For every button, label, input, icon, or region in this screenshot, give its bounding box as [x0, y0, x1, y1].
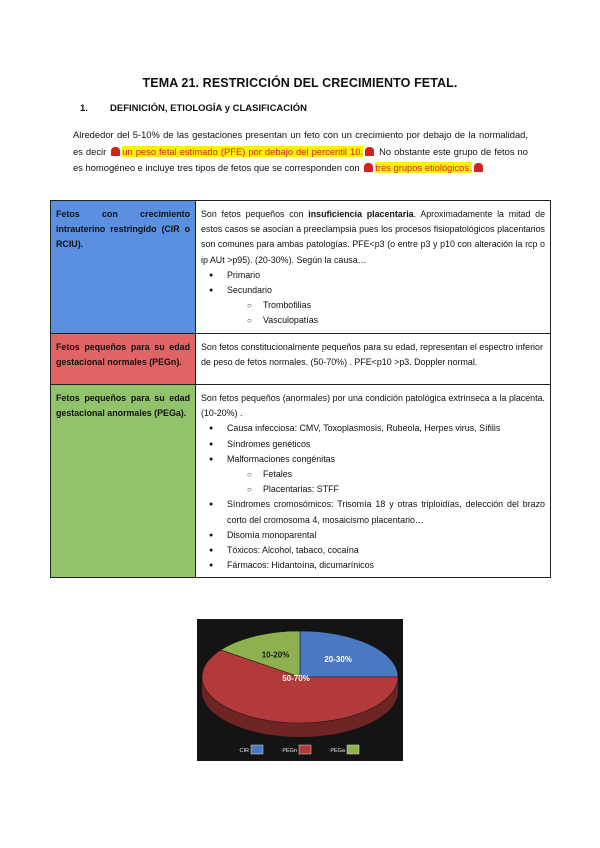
pie-slice-cir: [300, 631, 398, 677]
sub-list: [227, 467, 545, 497]
desc-text: Son fetos pequeños (anormales) por una condición patológica extrínseca a la placenta. (10-20%) .: [201, 393, 545, 419]
pie-label-cir: 20-30%: [324, 655, 352, 665]
table-row-pegn: [51, 333, 551, 384]
sub-list-item: ○ Vasculopatías: [263, 313, 545, 328]
row-label: Fetos pequeños para su edad gestacional normales (PEGn).: [51, 333, 196, 384]
list-item: ● Primario: [227, 268, 545, 283]
list-item-label: Malformaciones congénitas: [227, 453, 336, 464]
intro-text-1: Alrededor del 5-10% de las gestaciones presentan un feto con un crecimiento por debajo de la normalidad, es decir: [73, 129, 528, 157]
legend-swatch-pega: [347, 745, 359, 754]
sub-list-item: ○ Placentarias: STFF: [263, 482, 545, 497]
classification-table: [50, 200, 551, 578]
alarm-icon: [474, 163, 483, 172]
legend-swatch-pegn: [299, 745, 311, 754]
legend-label-cir: CIR: [239, 748, 249, 754]
page-title: TEMA 21. RESTRICCIÓN DEL CRECIMIENTO FETAL.: [142, 76, 458, 90]
list-item: ● Tóxicos: Alcohol, tabaco, cocaína: [227, 543, 545, 558]
pie-label-pegn: 50-70%: [282, 674, 310, 683]
desc-bold: insuficiencia placentaria: [308, 209, 414, 219]
list-item: [227, 283, 545, 329]
row-description: [196, 385, 551, 578]
bullet-list: [201, 421, 545, 573]
sub-list-item: ○ Trombofilias: [263, 298, 545, 313]
list-item: ● Síndromes genéticos: [227, 437, 545, 452]
table-row-pega: [51, 385, 551, 578]
list-item: ● Síndromes cromosómicos: Trisomía 18 y otras triploidías, delección del brazo corto del cromosoma 4, mosaicismo placentario…: [227, 497, 545, 527]
highlight-grupos: tres grupos etiológicos.: [375, 162, 472, 173]
pie-chart-svg: [197, 619, 403, 761]
list-item: [227, 452, 545, 498]
legend-label-pega: PEGa: [330, 748, 345, 754]
row-description: Son fetos constitucionalmente pequeños para su edad, representan el espectro inferior de peso de fetos normales. (50-70%) . PFE<p10 >p3. Doppler normal.: [196, 333, 551, 384]
section-heading: [80, 103, 307, 114]
alarm-icon: [111, 147, 120, 156]
pie-chart: [197, 619, 403, 761]
section-title: DEFINICIÓN, ETIOLOGÍA y CLASIFICACIÓN: [110, 103, 308, 114]
list-item: ● Causa infecciosa: CMV, Toxoplasmosis, Rubeola, Herpes virus, Sífilis: [227, 421, 545, 436]
desc-text: Son fetos pequeños con: [201, 209, 304, 219]
list-item: ● Fármacos: Hidantoína, dicumarínicos: [227, 558, 545, 573]
intro-text-2: No obstante este grupo de fetos no es homogéneo e incluye tres tipos de fetos que se corresponden con: [73, 145, 528, 173]
section-number: 1.: [80, 103, 88, 114]
pie-label-pega: 10-20%: [261, 650, 290, 660]
sub-list-item: ○ Fetales: [263, 467, 545, 482]
intro-paragraph: [73, 127, 528, 177]
alarm-icon: [364, 163, 373, 172]
row-label: Fetos con crecimiento intrauterino restringido (CIR o RCIU).: [51, 201, 196, 334]
table-row-cir: [51, 201, 551, 334]
row-label: Fetos pequeños para su edad gestacional anormales (PEGa).: [51, 385, 196, 578]
alarm-icon: [365, 147, 374, 156]
sub-list: [227, 298, 545, 328]
desc-text: . Aproximadamente la mitad de estos casos se asocian a preeclampsia pues los procesos fisiopatológicos placentarios son comunes para ambas patologías. PFE<p3 (o entre p3 y p10 con alteración la rcp o ip AUt >p95). (20-30%). Según la causa…: [201, 209, 546, 265]
legend-swatch-cir: [251, 745, 263, 754]
legend-label-pegn: PEGn: [282, 748, 297, 754]
row-description: [196, 201, 551, 334]
highlight-pfe: un peso fetal estimado (PFE) por debajo del percentil 10.: [122, 145, 364, 157]
bullet-list: [201, 268, 545, 329]
list-item-label: Secundario: [227, 285, 272, 296]
list-item: ● Disomía monoparental: [227, 528, 545, 543]
